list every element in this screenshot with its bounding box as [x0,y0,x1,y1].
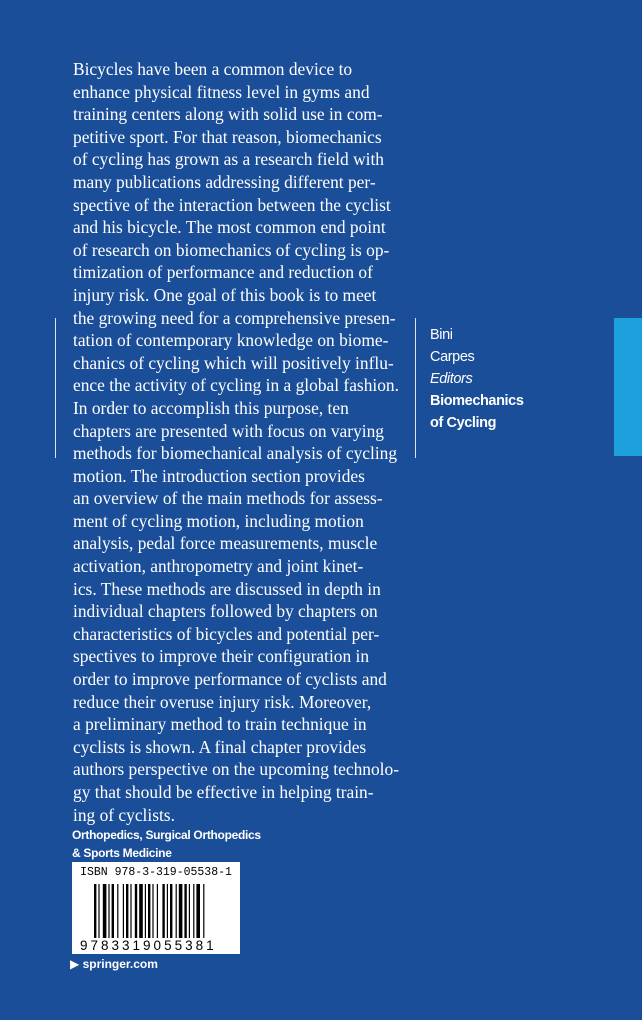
blurb-line: chapters are presented with focus on varying [73,420,384,441]
barcode-bar [152,884,153,938]
barcode-bar [193,884,194,938]
blurb-line: Bicycles have been a common device to [73,59,353,79]
color-tab [614,318,642,456]
barcode-bar [123,884,124,938]
author: Carpes [430,349,475,365]
blurb-line: ing of cyclists. [73,804,175,825]
spine-divider [415,318,416,458]
barcode-bar [184,884,186,938]
isbn-label: ISBN 978-3-319-05538-1 [80,866,232,879]
barcode-bar [94,884,96,938]
blurb-line: characteristics of bicycles and potential per- [73,623,380,644]
blurb-line: order to improve performance of cyclists and [73,669,387,690]
blurb-line: gy that should be effective in helping train- [73,782,374,802]
blurb-line: spectives to improve their configuration in [73,646,370,667]
blurb-line: enhance physical fitness level in gyms and [73,81,370,102]
barcode-bar [176,884,177,938]
blurb-line: and his bicycle. The most common end point [73,217,386,238]
blurb-line: ment of cycling motion, including motion [73,510,364,531]
blurb-line: an overview of the main methods for assess- [73,488,383,509]
blurb-line: chanics of cycling which will positively influ- [73,352,394,373]
blurb-line: ics. These methods are discussed in depth in [73,578,381,599]
barcode-bar [126,884,128,938]
book-title: of Cycling [430,415,497,431]
barcode-bar [196,884,200,938]
series-name [72,826,261,862]
blurb-line: of research on biomechanics of cycling is op- [73,239,390,260]
barcode-digits: 9783319055381 [80,938,217,953]
barcode-bar [157,884,158,938]
barcode-bar [170,884,172,938]
blurb-line: spective of the interaction between the cyclist [73,194,391,215]
blurb-line: petitive sport. For that reason, biomechanics [73,126,382,147]
barcode-bar [112,884,114,938]
blurb-line: timization of performance and reduction of [73,262,373,283]
spine-info [430,324,524,434]
left-divider [55,318,56,458]
blurb-line: of cycling has grown as a research field with [73,149,384,170]
author: Bini [430,327,453,343]
barcode-bar [189,884,190,938]
barcode-bar [167,884,168,938]
barcode-bar [98,884,99,938]
blurb-line: many publications addressing different per- [73,171,376,192]
barcode-bar [130,884,131,938]
blurb-line: In order to accomplish this purpose, ten [73,397,349,418]
editors-label: Editors [430,371,473,387]
barcode-bar [103,884,107,938]
blurb-line: ence the activity of cycling in a global fashion. [73,375,399,396]
blurb-line: injury risk. One goal of this book is to meet [73,284,377,305]
barcode-bar [139,884,143,938]
blurb-line: the growing need for a comprehensive presen- [73,307,396,328]
blurb-line: analysis, pedal force measurements, muscle [73,533,378,554]
blurb-line: authors perspective on the upcoming technolo- [73,759,399,780]
barcode-bar [162,884,164,938]
blurb-line: reduce their overuse injury risk. Moreover, [73,691,372,712]
link-text: springer.com [82,957,158,971]
book-title: Biomechanics [430,393,524,409]
arrow-icon: ▶ [70,957,80,971]
blurb-line: motion. The introduction section provides [73,465,365,486]
barcode-bars [94,884,232,938]
back-cover-blurb [73,58,413,826]
barcode-bar [203,884,204,938]
blurb-line: cyclists is shown. A final chapter provides [73,736,367,757]
barcode-bar [179,884,183,938]
blurb-line: tation of contemporary knowledge on biome- [73,330,389,351]
blurb-line: activation, anthropometry and joint kinet- [73,556,364,577]
blurb-line: a preliminary method to train technique in [73,714,367,735]
barcode-bar [135,884,137,938]
isbn-barcode [72,862,240,954]
barcode-bar [148,884,150,938]
barcode-bar [108,884,109,938]
barcode-bar [145,884,146,938]
blurb-line: methods for biomechanical analysis of cycling [73,443,398,464]
barcode-bar [117,884,118,938]
series-line: & Sports Medicine [72,846,172,860]
blurb-line: individual chapters followed by chapters on [73,601,378,622]
springer-link[interactable] [70,957,158,971]
series-line: Orthopedics, Surgical Orthopedics [72,828,261,842]
blurb-line: training centers along with solid use in com- [73,104,383,125]
